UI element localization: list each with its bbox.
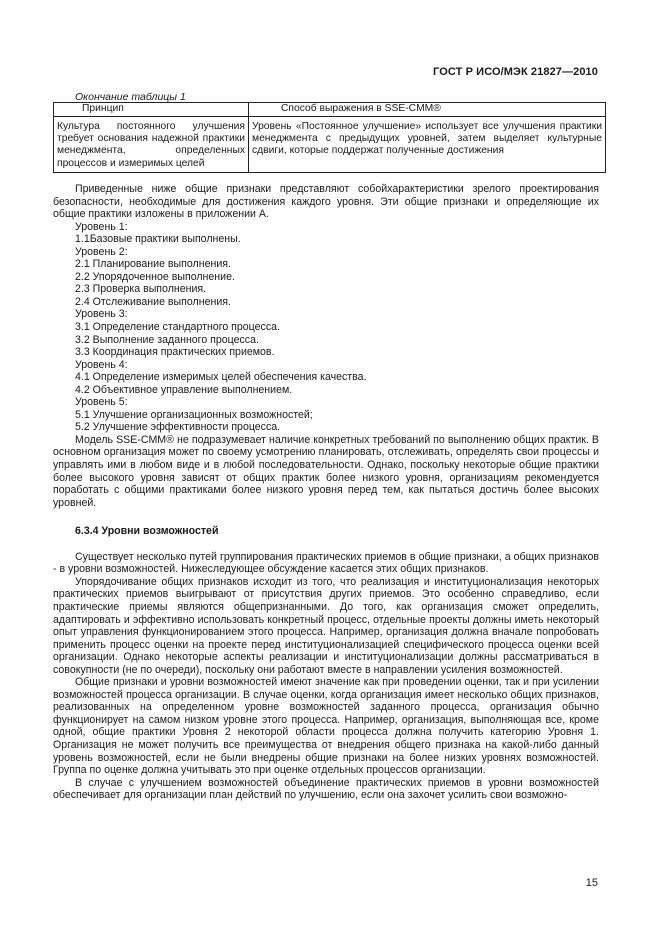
table-row (54, 117, 606, 173)
list-item: Уровень 4: (75, 358, 128, 371)
list-item: Уровень 1: (75, 220, 128, 233)
body-paragraph: Упорядочивание общих признаков исходит из того, что реализация и институционализация некоторых практических приемов выигрывают от присутствия других приемов. Это особенно справедливо, если практические приемы являются общепризнанными. До того, как организация сможет определить, адаптировать и эффективно использовать конкретный процесс, отдельные проекты должны иметь некоторый опыт управления функционированием этого процесса. Например, организация должна вначале попробовать применить процесс оценки на проекте перед институционализацией специфического процесса оценки всей организации. Однако некоторые аспекты реализации и институционализации должны рассматриваться в совокупности (не по очереди), поскольку они работают вместе в направлении усиления возможностей. (53, 575, 599, 676)
list-item: 3.1 Определение стандартного процесса. (75, 321, 280, 334)
list-item: Уровень 5: (75, 396, 128, 409)
levels-list (53, 221, 599, 434)
list-item: 1.1Базовые практики выполнены. (75, 233, 241, 246)
list-item: 2.4 Отслеживание выполнения. (75, 295, 231, 308)
list-item: 4.1 Определение измеримых целей обеспечения качества. (75, 371, 367, 384)
body-paragraph: В случае с улучшением возможностей объединение практических приемов в уровни возможностей обеспечивает для организации план действий по улучшению, если она захочет усилить свои возможно- (53, 776, 599, 802)
list-item: 2.1 Планирование выполнения. (75, 258, 231, 271)
document-header: ГОСТ Р ИСО/МЭК 21827—2010 (433, 66, 598, 78)
list-item: 3.3 Координация практических приемов. (75, 346, 275, 359)
body-paragraph: Общие признаки и уровни возможностей имеют значение как при проведении оценки, так и при усилении возможностей процесса организации. В случае оценки, когда организация имеет несколько общих признаков, реализованных на определенном уровне возможностей заданного процесса, организация обычно функционирует на самом низком уровне этого процесса. Например, организация, выполняющая все, кроме одной, общие практики Уровня 2 некоторой области процесса должна получить категорию Уровня 1. Организация не может получить все преимущества от внедрения общего признака на какой-либо данный уровень возможностей, если не были внедрены общие признаки на более низких уровнях возможностей. Группа по оценке должна учитывать это при оценке отдельных процессов организации. (53, 676, 599, 777)
principles-table (53, 102, 606, 173)
list-item: 2.3 Проверка выполнения. (75, 283, 207, 296)
page-content (53, 183, 599, 802)
column-header-expression: Способ выражения в SSE-CMM® (249, 103, 606, 117)
intro-paragraph: Приведенные ниже общие признаки представляют собойхарактеристики зрелого проектирования безопасности, необходимые для достижения каждого уровня. Эти общие признаки и определяющие их общие практики изложены в приложении А. (53, 183, 599, 221)
list-item: 3.2 Выполнение заданного процесса. (75, 333, 259, 346)
list-item: 2.2 Упорядоченное выполнение. (75, 270, 235, 283)
list-item: Уровень 2: (75, 245, 128, 258)
model-note-paragraph: Модель SSE-CMM® не подразумевает наличие конкретных требований по выполнению общих практик. В основном организация может по своему усмотрению планировать, отслеживать, определять свои процессы и управлять ими в любом виде и в любой последовательности. Однако, поскольку некоторые общие практики более высокого уровня зависят от общих практик более низкого уровня, организациям рекомендуется поработать с общими практиками более низкого уровня перед тем, как пытаться достичь более высоких уровней. (53, 433, 599, 509)
list-item: 5.2 Улучшение эффективности процесса. (75, 421, 281, 434)
cell-expression: Уровень «Постоянное улучшение» использует все улучшения практики менеджмента с предыдущих уровней, затем выделяет культурные сдвиги, которые поддержат полученные достижения (249, 117, 606, 173)
cell-principle: Культура постоянного улучшения требует основания надежной практики менеджмента, определенных процессов и измеримых целей (54, 117, 249, 173)
page-number: 15 (585, 877, 598, 889)
list-item: 5.1 Улучшение организационных возможностей; (75, 408, 313, 421)
table-header-row (54, 103, 606, 117)
table-caption: Окончание таблицы 1 (75, 91, 186, 103)
section-heading: 6.3.4 Уровни возможностей (75, 525, 219, 538)
list-item: 4.2 Объективное управление выполнением. (75, 383, 293, 396)
list-item: Уровень 3: (75, 308, 128, 321)
body-paragraph: Существует несколько путей группирования практических приемов в общие признаки, а общих признаков - в уровни возможностей. Нижеследующее обсуждение касается этих общих признаков. (53, 550, 599, 576)
column-header-principle: Принцип (54, 103, 249, 117)
